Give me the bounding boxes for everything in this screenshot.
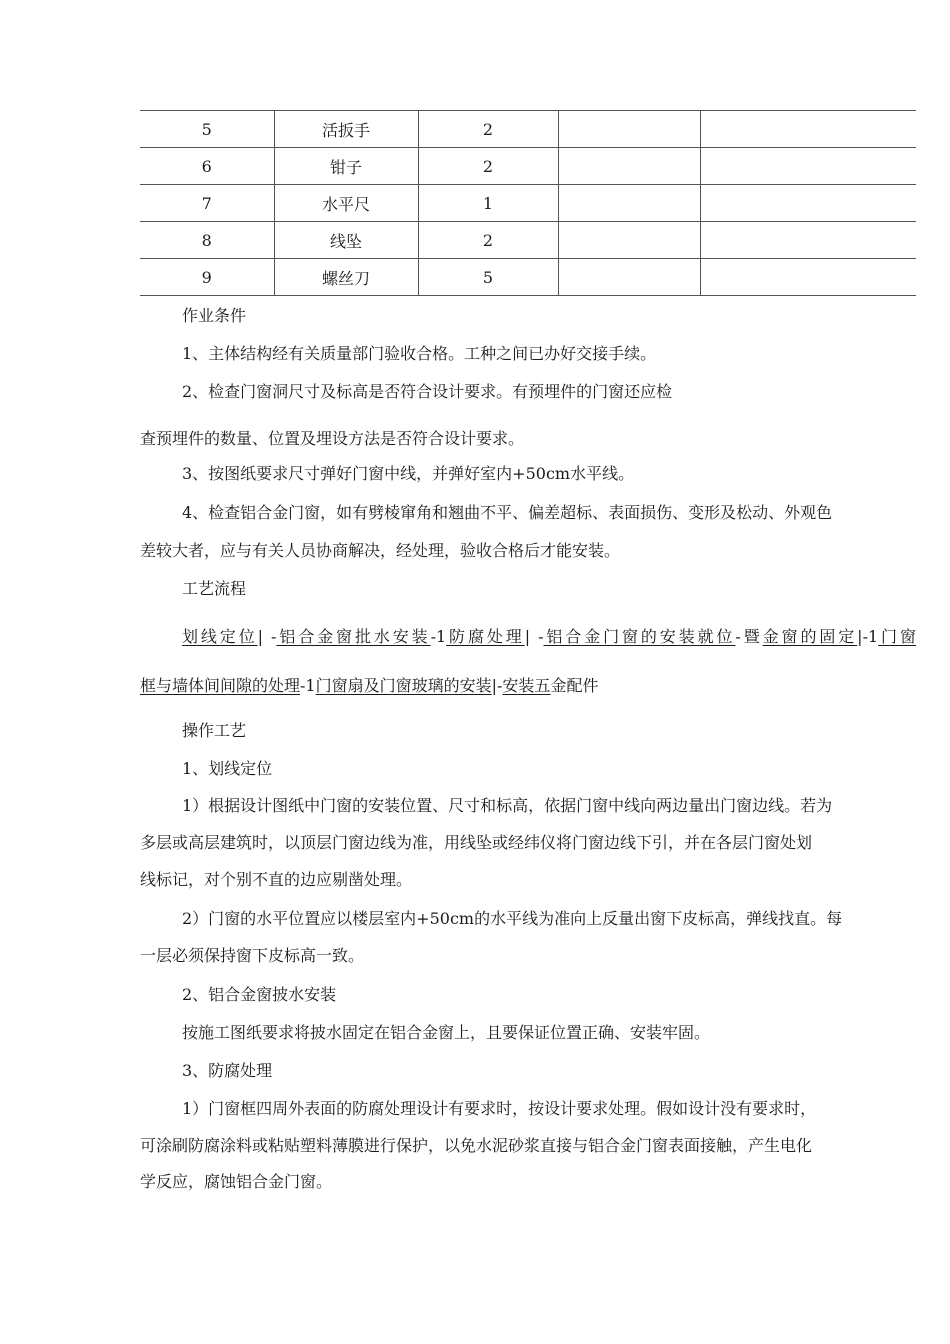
condition-item-1: 1、主体结构经有关质量部门验收合格。工种之间已办好交接手续。 [182,344,657,363]
empty-cell [700,259,916,296]
row-number: 5 [140,111,274,148]
subsection-title: 2、铝合金窗披水安装 [182,985,337,1004]
tools-table [140,110,916,296]
flow-separator: -暨 [735,627,763,646]
empty-cell [700,185,916,222]
paragraph-line: 可涂刷防腐涂料或粘贴塑料薄膜进行保护，以免水泥砂浆直接与铝合金门窗表面接触，产生电化 [140,1136,813,1155]
flow-separator: -1 [300,676,316,695]
flow-separator: | - [257,627,277,646]
condition-item-2-line-2: 查预埋件的数量、位置及埋设方法是否符合设计要求。 [140,429,525,448]
subsection-title: 1、划线定位 [182,759,273,778]
process-flow-line-1 [140,618,916,656]
flow-separator: |- [491,676,503,695]
paragraph-line: 一层必须保持窗下皮标高一致。 [140,946,365,965]
empty-cell [700,222,916,259]
flow-step: 铝合金窗批水安装 [276,627,431,646]
table-row [140,148,916,185]
empty-cell [558,259,700,296]
tool-quantity: 2 [418,148,558,185]
table-row [140,259,916,296]
flow-separator: |-1 [857,627,879,646]
table-row [140,111,916,148]
paragraph-line: 线标记，对个别不直的边应剔凿处理。 [140,870,413,889]
flow-step: 铝合金门窗的安装就位 [543,627,736,646]
tool-name: 水平尺 [274,185,418,222]
condition-item-4-line-1: 4、检查铝合金门窗，如有劈棱窜角和翘曲不平、偏差超标、表面损伤、变形及松动、外观色 [182,503,833,522]
empty-cell [558,185,700,222]
flow-step: 框与墙体间间隙的处理 [140,676,301,695]
flow-step: 防腐处理 [446,627,525,646]
condition-item-2-line-1: 2、检查门窗洞尺寸及标高是否符合设计要求。有预埋件的门窗还应检 [182,382,673,401]
tool-quantity: 2 [418,222,558,259]
section-heading-process: 工艺流程 [182,579,247,598]
tool-quantity: 5 [418,259,558,296]
tool-quantity: 1 [418,185,558,222]
condition-item-3: 3、按图纸要求尺寸弹好门窗中线，并弹好室内+50cm水平线。 [182,464,635,483]
empty-cell [558,111,700,148]
row-number: 7 [140,185,274,222]
condition-item-4-line-2: 差较大者，应与有关人员协商解决，经处理，验收合格后才能安装。 [140,541,621,560]
tool-quantity: 2 [418,111,558,148]
row-number: 9 [140,259,274,296]
tool-name: 活扳手 [274,111,418,148]
section-heading-operation: 操作工艺 [182,721,247,740]
empty-cell [700,148,916,185]
flow-step-tail: 金配件 [550,676,599,695]
table-row [140,222,916,259]
paragraph-line: 学反应，腐蚀铝合金门窗。 [140,1172,333,1191]
empty-cell [700,111,916,148]
flow-step: 门窗 [878,627,916,646]
tool-name: 螺丝刀 [274,259,418,296]
paragraph-line: 1）根据设计图纸中门窗的安装位置、尺寸和标高，依据门窗中线向两边量出门窗边线。若为 [182,796,833,815]
row-number: 6 [140,148,274,185]
empty-cell [558,222,700,259]
row-number: 8 [140,222,274,259]
flow-step: 安装五 [502,676,551,695]
flow-step: 划线定位 [182,627,258,646]
process-flow-line-2 [140,667,916,705]
subsection-title: 3、防腐处理 [182,1061,273,1080]
flow-separator: | - [524,627,544,646]
paragraph-line: 多层或高层建筑时，以顶层门窗边线为准，用线坠或经纬仪将门窗边线下引，并在各层门窗处划 [140,833,813,852]
flow-separator: -1 [430,627,447,646]
tool-name: 线坠 [274,222,418,259]
flow-step: 门窗扇及门窗玻璃的安装 [315,676,492,695]
section-heading-conditions: 作业条件 [182,306,247,325]
flow-step: 金窗的固定 [762,627,858,646]
empty-cell [558,148,700,185]
paragraph-line: 按施工图纸要求将披水固定在铝合金窗上，且要保证位置正确、安装牢固。 [182,1023,711,1042]
tool-name: 钳子 [274,148,418,185]
paragraph-line: 1）门窗框四周外表面的防腐处理设计有要求时，按设计要求处理。假如设计没有要求时， [182,1099,817,1118]
paragraph-line: 2）门窗的水平位置应以楼层室内+50cm的水平线为准向上反量出窗下皮标高，弹线找直。每 [182,909,843,928]
table-row [140,185,916,222]
